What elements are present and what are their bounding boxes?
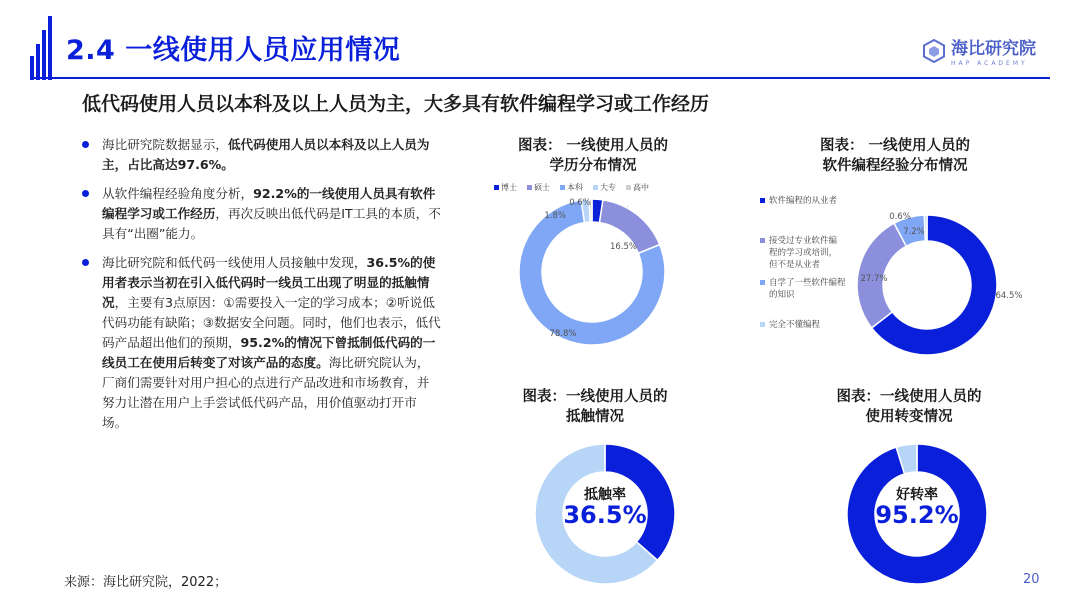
bullet-text: 从软件编程经验角度分析， <box>102 186 254 201</box>
slice-data-label: 78.8% <box>549 329 577 339</box>
bullet-text-bold: 92.2%的一线使用人员具有软件编程学习或工作经历 <box>102 186 436 221</box>
bullet-text: ，主要有3点原因：①需要投入一定的学习成本；②听说低代码功能有缺陷；③数据安全问题。同时，他们也表示，低代码产品超出他们的预期， <box>102 295 441 350</box>
logo-subtitle: HAP ACADEMY <box>951 60 1028 67</box>
title-underline <box>30 77 1050 79</box>
legend-label: 但不是从业者 <box>769 260 821 270</box>
conversion-chart-title <box>814 387 1004 427</box>
legend-label: 自学了一些软件编程 <box>769 278 846 288</box>
resistance-center-value: 36.5% <box>563 501 647 529</box>
hexagon-logo-icon <box>923 39 945 63</box>
slice-data-label: 27.7% <box>860 274 888 284</box>
page-title: 2.4 一线使用人员应用情况 <box>66 35 401 66</box>
bullet-dot-icon <box>82 141 89 148</box>
chart-title-line: 软件编程经验分布情况 <box>822 158 968 174</box>
legend-label: 接受过专业软件编 <box>769 236 838 246</box>
bullet-list <box>80 135 442 442</box>
legend-label: 程的学习或培训， <box>769 248 838 258</box>
legend-label: 完全不懂编程 <box>769 320 821 330</box>
slice-data-label: 16.5% <box>610 242 638 252</box>
bullet-text: 海比研究院和低代码一线使用人员接触中发现， <box>102 255 367 270</box>
slice-data-label: 0.6% <box>569 198 591 208</box>
legend-label: 高中 <box>633 183 649 192</box>
resistance-center-label: 抵触率 <box>584 487 626 503</box>
bullet-dot-icon <box>82 190 89 197</box>
conversion-center-label: 好转率 <box>896 487 938 503</box>
bullet-item <box>80 253 442 433</box>
logo-name: 海比研究院 <box>951 39 1036 59</box>
page-subtitle: 低代码使用人员以本科及以上人员为主，大多具有软件编程学习或工作经历 <box>82 93 710 115</box>
chart-title-line: 抵触情况 <box>566 409 624 425</box>
bullet-item <box>80 135 442 175</box>
source-note: 来源：海比研究院，2022； <box>64 575 228 590</box>
bullet-text-bold: 95.2%的情况下曾抵制低代码的一线员工在使用后转变了对该产品的态度。 <box>102 335 436 370</box>
chart-title-line: 图表： 一线使用人员的 <box>819 138 971 154</box>
slice-data-label: 7.2% <box>903 227 925 237</box>
experience-chart-title <box>790 136 1000 176</box>
chart-title-line: 图表： 一线使用人员的 <box>517 138 669 154</box>
conversion-center-value: 95.2% <box>875 501 959 529</box>
legend-label: 的知识 <box>769 290 795 300</box>
bullet-text: 海比研究院数据显示， <box>102 137 228 152</box>
title-bars-decoration <box>30 16 52 80</box>
bullet-text: 海比研究院认为，厂商们需要针对用户担心的点进行产品改进和市场教育，并努力让潜在用户上手尝试低代码产品，用价值驱动打开市场。 <box>102 355 430 430</box>
bullet-text-bold: 低代码使用人员以本科及以上人员为主，占比高达97.6%。 <box>102 137 430 172</box>
legend-label: 软件编程的从业者 <box>769 196 838 206</box>
brand-logo <box>923 34 1036 67</box>
legend-label: 大专 <box>600 183 616 192</box>
experience-donut-chart <box>840 200 1040 365</box>
donut-slice <box>924 215 927 241</box>
page-number: 20 <box>1023 572 1040 587</box>
chart-title-line: 使用转变情况 <box>865 409 953 425</box>
education-chart-title <box>488 136 698 176</box>
bullet-dot-icon <box>82 259 89 266</box>
education-donut-chart <box>500 190 690 360</box>
legend-label: 本科 <box>567 183 583 192</box>
bullet-text-bold: 36.5%的使用者表示当初在引入低代码时一线员工出现了明显的抵触情况 <box>102 255 436 310</box>
chart-title-line: 学历分布情况 <box>549 158 637 174</box>
slice-data-label: 0.6% <box>889 212 911 222</box>
slice-data-label: 64.5% <box>995 291 1023 301</box>
chart-title-line: 图表：一线使用人员的 <box>522 389 668 405</box>
legend-label: 博士 <box>501 183 517 192</box>
slice-data-label: 1.8% <box>544 211 566 221</box>
chart-title-line: 图表：一线使用人员的 <box>836 389 982 405</box>
bullet-item <box>80 184 442 244</box>
resistance-chart-title <box>500 387 690 427</box>
bullet-text: ，再次反映出低代码是IT工具的本质，不具有“出圈”能力。 <box>102 206 441 241</box>
legend-label: 硕士 <box>534 183 550 192</box>
